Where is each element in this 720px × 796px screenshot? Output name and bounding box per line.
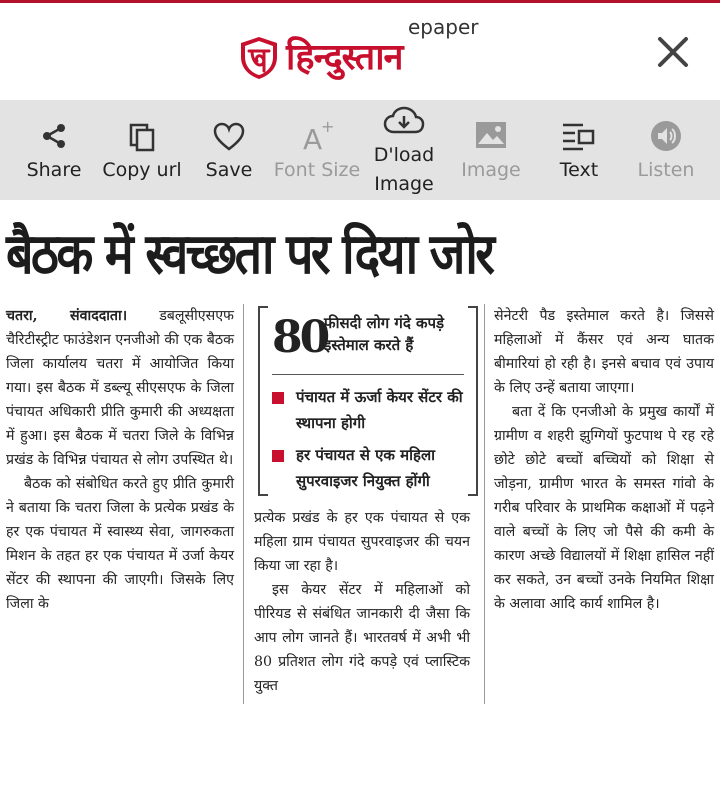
copy-url-label: Copy url	[102, 159, 182, 181]
article-column-2	[254, 506, 470, 698]
copy-icon	[127, 122, 157, 152]
save-button[interactable]	[200, 100, 258, 200]
brand-mark-icon	[238, 35, 280, 81]
paragraph: इस केयर सेंटर में महिलाओं को पीरियड से संबंधित जानकारी दी जैसा कि आप लोग जानते हैं। भारतवर्ष में अभी भी 80 प्रतिशत लोग गंदे कपड़े एवं प्लास्टिक युक्त	[254, 582, 470, 694]
image-label: Image	[461, 159, 521, 181]
highlight-point	[268, 384, 474, 436]
heart-icon	[213, 122, 245, 152]
bullet-square-icon	[272, 450, 284, 462]
article-column-3	[494, 304, 714, 616]
svg-text:+: +	[321, 117, 335, 136]
text-label: Text	[559, 159, 599, 181]
svg-text:A: A	[303, 123, 323, 156]
header	[0, 3, 720, 100]
paragraph: सेनेटरी पैड इस्तेमाल करते है। जिससे महिलाओं में कैंसर एवं अन्य घातक बीमारियां हो रही है। इनसे बचाव एवं उपाय के लिए उन्हें बताया जाएगा।	[494, 308, 714, 396]
text-icon	[561, 122, 597, 152]
copy-url-button[interactable]	[100, 100, 184, 200]
brand-logo[interactable]	[238, 15, 488, 85]
article-column-1	[6, 304, 234, 616]
cloud-download-icon	[382, 106, 426, 136]
highlight-caption: फीसदी लोग गंदे कपड़े इस्तेमाल करते हैं	[324, 314, 445, 354]
brand-sub: epaper	[408, 15, 479, 39]
image-button[interactable]	[456, 100, 526, 200]
download-label-line1: D'load	[373, 144, 435, 166]
font-size-icon	[301, 117, 335, 156]
download-image-button[interactable]	[368, 100, 440, 200]
paragraph: बता दें कि एनजीओ के प्रमुख कार्यों में ग्रामीण व शहरी झुग्गियों फुटपाथ पे रह रहे छोटे छोटे बच्चों बच्चियों को शिक्षा से जोड़ना, ग्रामीण भारत के समस्त गांवो के गरीब परिवार के प्राथमिक कक्षाओं में पढ़ने वाले बच्चों के लिए जो पैसे की कमी के कारण अच्छे विद्यालयों में शिक्षा हासिल नहीं कर सकते, उन बच्चों उनके नियमित शिक्षा के अलावा आदि कार्य शामिल है।	[494, 404, 714, 612]
highlight-number: 80	[272, 312, 328, 363]
brand-name: हिन्दुस्तान	[286, 36, 403, 78]
bullet-square-icon	[272, 392, 284, 404]
highlight-point	[268, 442, 474, 494]
dateline: चतरा, संवाददाता।	[6, 308, 128, 324]
font-size-button[interactable]	[272, 100, 362, 200]
share-label: Share	[26, 159, 82, 181]
paragraph: बैठक को संबोधित करते हुए प्रीति कुमारी ने बताया कि चतरा जिला के प्रत्येक प्रखंड के हर एक पंचायत में स्वास्थ्य सेवा, जागरुकता मिशन के तहत हर एक पंचायत में उर्जा केयर सेंटर की स्थापना की जाएगी। जिसके लिए जिला के	[6, 476, 234, 612]
paragraph: डबलूसीएसएफ चैरिटीस्ट्रीट फाउंडेशन एनजीओ की एक बैठक जिला कार्यालय चतरा में आयोजित किया गया। इस बैठक में डब्ल्यू सीएसएफ के जिला पंचायत अधिकारी प्रीति कुमारी की अध्यक्षता में हुआ। इस बैठक में चतरा जिले के विभिन्न प्रखंड के विभिन्न पंचायत से लोग उपस्थित थे।	[6, 308, 234, 468]
column-divider	[243, 304, 244, 704]
text-button[interactable]	[548, 100, 610, 200]
highlight-point-text: हर पंचायत से एक महिला सुपरवाइजर नियुक्त होंगी	[296, 446, 435, 490]
toolbar	[0, 100, 720, 200]
article-headline: बैठक में स्वच्छता पर दिया जोर	[6, 222, 493, 287]
highlight-divider	[272, 374, 464, 375]
share-button[interactable]	[22, 100, 86, 200]
download-label-line2: Image	[374, 173, 434, 195]
speaker-icon	[650, 120, 682, 152]
font-size-label: Font Size	[273, 159, 361, 181]
paragraph: प्रत्येक प्रखंड के हर एक पंचायत से एक महिला ग्राम पंचायत सुपरवाइजर की चयन किया जा रहा है।	[254, 510, 470, 574]
column-divider	[484, 304, 485, 704]
close-icon[interactable]	[650, 29, 696, 75]
save-label: Save	[205, 159, 253, 181]
highlight-box	[258, 306, 478, 502]
bracket-left	[258, 306, 268, 496]
listen-label: Listen	[637, 159, 695, 181]
highlight-point-text: पंचायत में ऊर्जा केयर सेंटर की स्थापना होगी	[296, 388, 463, 432]
article	[0, 200, 720, 720]
image-icon	[474, 120, 508, 150]
share-icon	[40, 122, 68, 150]
listen-button[interactable]	[632, 100, 700, 200]
